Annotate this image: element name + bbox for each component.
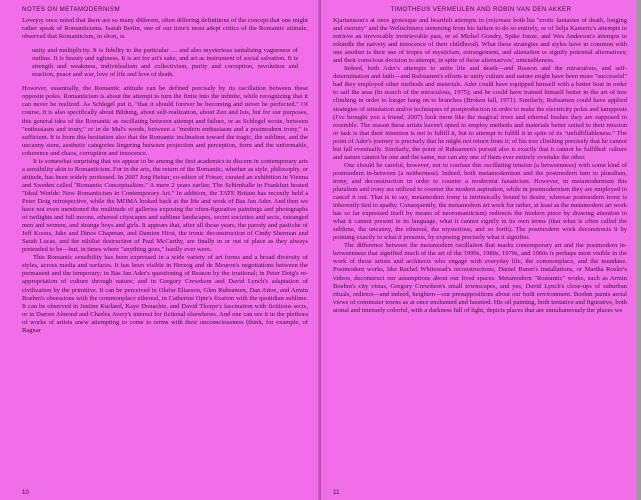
left-paragraph-4: This Romantic sensibility has been expressed in a wide variety of art forms and a broad diversity of styles, across media and surfaces. It has been visible in Herzog and de Meuron's negotiations between the permanent and the temporary; in Bas Jan Ader's questioning of Reason by the irrational; in Peter Doig's re-appropriation of culture through nature; and in Gregory Crewdson and David Lynch's adaptation of civilization by the primitive. It can be perceived in Olafur Eliasson, Glen Rubsamen, Dan Attoe, and Armin Boehm's obsessions with the commonplace ethereal, in Catherine Opie's fixation with the quotidian sublime. It can be observed in Justine Kurland, Kaye Donachie, and David Thorpe's fascination with fictitious sects, or in Darren Almond and Charles Avery's interest for fictional elsewheres. And one can see it in the plethora of works of artists anew attempting to come to terms with their unconsciousness (think, for example, of Ragnar xyxy=(22,254,308,334)
left-running-head: NOTES ON METAMODERNISM xyxy=(22,6,121,13)
right-paragraph-3: One should be careful, however, not to confuse this oscillating tension (a betweenness) with some kind of postmodern in-between (a neitherness). Indeed, both metamodernism and the postmodern turn to pluralism, irony, and deconstruction in order to counter a modernist fanaticism. However, in metamodernism this pluralism and irony are utilized to counter the modern aspiration, while in postmodernism they are employed to cancel it out. That is to say, metamodern irony is intrinsically bound to desire, whereas postmodern irony is inherently tied to apathy. Consequently, the metamodern art work for rather, at least as the metamodern art work has so far expressed itself by means of neoromanticism) redirects the modern piece by drawing attention to what it cannot present in its language, what it cannot signify in its own terms (that what is often called the sublime, the uncanny, the ethereal, the mysterious, and so forth). The postmodern work deconstructs it by pointing exactly to what it presents, by exposing precisely what it signifies. xyxy=(333,161,627,242)
page-edge xyxy=(637,0,641,500)
right-paragraph-4: The difference between the metamodern oscillation that marks contemporary art and the postmodern in-betweenness that signified much of the art of the 1990s, 1980s, 1970s, and 1960s is perhaps most visible in the work of those artists and architects who engage with everyday life, the commonplace, and the mundane. Postmodern works, like Rachel Whiteread's reconstructions, Daniel Buren's installations, or Martha Rosler's videos, deconstruct our assumptions about our lived spaces. Metamodern "Romantic" works, such as Armin Boehm's city vistas, Gregory Crewdson's small townscapes, and yes, David Lynch's close-ups of suburban rituals, redirect—and indeed, heighten—our presuppositions about our built environment. Boehm paints aerial views of commuter towns as at once enchanted and haunted. His oil painting, both tentative and figurative, both atonal and intensely colorful, with a darkness full of light, depicts places that are simultaneously the places we xyxy=(333,242,627,314)
left-paragraph-1: Lovejoy once noted that there are so many different, often differing definitions of the concept that one might rather speak of Romanticisms. Isaiah Berlin, one of our time's most adept critics of the Romantic attitude, observed that Romanticism, in short, is xyxy=(22,17,308,41)
right-paragraph-2: Indeed, both Ader's attempts to unite life and death—and Reason and the miraculous, and self-determination and faith—and Rubsamen's efforts to unify culture and nature might have been more "successful" had they employed other methods and materials. Ader could have equipped himself with a better boat in order to sail the seas (In search of the miraculous, 1975); and he could have trained himself better in the art of tree climbing in order to longer hang on to branches (Broken fall, 1971). Similarly, Rubsamen could have applied strategies of simulation and/or techniques of postproduction in order to make the electricity poles and lampposts (I've brought you a friend, 2007) look more like the magical trees and ethereal bushes they are supposed to resemble. The reason these artists haven't opted to employ methods and materials better suited to their mission or task is that their intention is not to fulfill it, but to attempt to fulfill it in spite of its "unfulfillableness." The point of Ader's journey is precisely that he might not return from it; of his tree climbing precisely that he cannot but fall eventually. Similarly, the point of Rubsamen's pursuit also is exactly that it cannot be fulfilled: culture and nature cannot be one and the same, nor can any one of them ever entirely overtake the other. xyxy=(333,65,627,161)
right-running-head: TIMOTHEUS VERMEULEN AND ROBIN VAN DEN AKKER xyxy=(390,6,572,13)
right-page-number: 11 xyxy=(333,489,340,496)
block-quote: unity and multiplicity. It is fidelity to the particular … and also mysterious tantalising vagueness of outline. It is beauty and ugliness. It is art for art's sake, and art as instrument of social salvation. It is strength and weakness, individualism and collectivism, purity and corruption, revolution and reaction, peace and war, love of life and love of death. xyxy=(32,47,298,79)
left-body-text xyxy=(22,17,308,335)
left-paragraph-3: It is somewhat surprising that we appear to be among the first academics to discern in contemporary arts a sensibility akin to Romanticism. For in the arts, the return of the Romantic, whether as style, philosophy, or attitude, has been widely professed. In 2007 Jorg Heiser, co-editor of Frieze, curated an exhibition in Vienna and Sweden called "Romantic Conceptualism." A mere 2 years earlier, The Schirnhalle in Frankfurt hosted "Ideal Worlds: New Romanticism in Contemporary Art." In addition, the TATE Britain has recently held a Peter Doig retrospective, while the MOMA looked back at the life and work of Bas Jan Ader. And then we have not even mentioned the multitude of galleries exposing the often-figurative paintings and photographs of twilights and full moons, ethereal cityscapes and sublime landscapes, secret societies and sects, estranged men and women, and strange boys and girls. It appears that, after all those years, the parody and pastiche of Jeff Koons, Jake and Dinos Chapman, and Damien Hirst, the ironic deconstruction of Cindy Sherman and Sarah Lucas, and the nihilist destruction of Paul McCarthy, are finally in or out of place as they always pretended to be—but, in times where "anything goes," hardly ever were. xyxy=(22,157,308,254)
left-page-number: 10 xyxy=(22,489,29,496)
left-page xyxy=(0,0,320,500)
left-paragraph-2: However, essentially, the Romantic attitude can be defined precisely by its oscillation between these opposite poles. Romanticism is about the attempt to turn the finite into the infinite, while recognizing that it can never be realized. As Schlegel put it, "that it should forever be becoming and never be perfected." Of course, it is also specifically about Bildung, about self-realization, about Zen and Isis, but for our purposes, this general idea of the Romantic as oscillating between attempt and failure, or as Schlegel wrote, between "enthusiasm and irony," or in de Mul's words, between a "modern enthusiasm and a postmodern irony," is sufficient. It is from this hesitation also that the Romantic inclination toward the tragic, the sublime, and the uncanny stem, aesthetic categories lingering between projection and perception, form and the unformable, coherence and chaos, corruption and innocence. xyxy=(22,85,308,157)
right-page xyxy=(321,0,641,500)
right-body-text xyxy=(333,17,627,315)
right-paragraph-1: Kjartansson's at once grotesque and heartfelt attempts to (re)create both his "erotic fantasies of death, longing and eternity" and the Weltschmerz stemming from his failure to do so entirely, or of Selja Kameric's attempts to retrieve an irrevocably irretrievable past, or of Michel Gondry, Spike Jonze, and Wes Anderson's attempts to rekindle the naivety and innocence of their childhood). What these strategies and styles have in common with one another is their use of tropes of mysticism, estrangement, and alienation to signify potential alternatives; and their conscious decision to attempt, in spite of those alternatives', untenableness. xyxy=(333,17,627,65)
